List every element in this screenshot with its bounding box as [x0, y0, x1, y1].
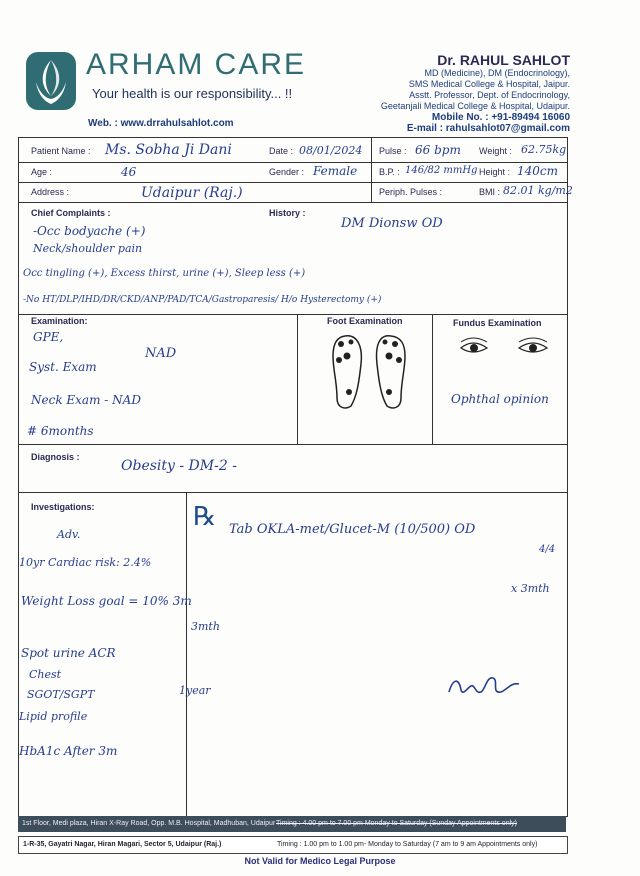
examination-label: Examination:: [31, 316, 88, 326]
bp-label: B.P. :: [379, 167, 400, 177]
pulse-label: Pulse :: [379, 146, 407, 156]
fundus-value: Ophthal opinion: [451, 392, 549, 406]
foot-icon: [325, 330, 415, 417]
pulse-value: 66 bpm: [415, 143, 461, 157]
rx-dose: 4/4: [539, 544, 556, 555]
doctor-line: MD (Medicine), DM (Endocrinology),: [424, 68, 570, 78]
date-label: Date :: [269, 146, 294, 156]
rx-line: Tab OKLA-met/Glucet-M (10/500) OD: [229, 522, 476, 537]
exam-line: Neck Exam - NAD: [31, 393, 141, 407]
gender-value: Female: [313, 164, 358, 178]
weight-label: Weight :: [479, 146, 512, 156]
age-value: 46: [121, 165, 137, 179]
history-value: DM Dionsw OD: [341, 216, 443, 231]
age-label: Age :: [31, 167, 53, 177]
prescription-form: [18, 137, 573, 817]
investigations-label: Investigations:: [31, 502, 95, 512]
bp-value: 146/82 mmHg: [405, 165, 478, 176]
clinic-website: Web. : www.drrahulsahlot.com: [88, 118, 234, 129]
investigation-line: Lipid profile: [19, 710, 88, 723]
diagnosis-label: Diagnosis :: [31, 452, 80, 462]
date-value: 08/01/2024: [299, 144, 363, 157]
foot-exam-label: Foot Examination: [327, 316, 403, 326]
patient-name-label: Patient Name :: [31, 146, 91, 156]
rx-symbol: ℞: [193, 502, 217, 532]
investigation-note: 1year: [179, 684, 211, 697]
chief-complaints-label: Chief Complaints :: [31, 208, 111, 218]
exam-line: # 6months: [27, 424, 94, 438]
bmi-label: BMI :: [479, 187, 501, 197]
bmi-value: 82.01 kg/m2: [503, 184, 573, 197]
eyes-icon: [459, 336, 549, 363]
complaint-line: -No HT/DLP/IHD/DR/CKD/ANP/PAD/TCA/Gastroparesis/ H/o Hysterectomy (+): [23, 295, 382, 305]
footer-address-primary: [18, 816, 566, 832]
address-label: Address :: [31, 187, 70, 197]
gender-label: Gender :: [269, 167, 305, 177]
address-value: Udaipur (Raj.): [141, 185, 243, 201]
investigation-line: SGOT/SGPT: [27, 688, 95, 701]
investigation-line: Spot urine ACR: [21, 646, 116, 660]
investigation-line: HbA1c After 3m: [19, 744, 118, 758]
legal-notice: Not Valid for Medico Legal Purpose: [244, 856, 396, 866]
investigation-line: Weight Loss goal = 10% 3m: [21, 594, 192, 608]
periph-pulses-label: Periph. Pulses :: [379, 187, 443, 197]
exam-nad: NAD: [145, 346, 177, 361]
doctor-signature: [445, 666, 525, 707]
doctor-line: SMS Medical College & Hospital, Jaipur.: [408, 79, 570, 89]
investigation-line: Adv.: [57, 528, 81, 541]
footer-address-2: 1-R-35, Gayatri Nagar, Hiran Magari, Sector 5, Udaipur (Raj.): [23, 841, 222, 848]
exam-line: GPE,: [33, 330, 64, 344]
footer-timing-1: Timing : 4.00 pm to 7.00 pm Monday to Saturday (Sunday Appointments only): [276, 820, 517, 827]
complaint-line: Occ tingling (+), Excess thirst, urine (+), Sleep less (+): [23, 268, 306, 279]
height-value: 140cm: [517, 164, 559, 178]
doctor-name: Dr. RAHUL SAHLOT: [437, 52, 570, 68]
doctor-info: [381, 52, 570, 134]
doctor-mobile: Mobile No. : +91-89494 16060: [431, 112, 570, 123]
weight-value: 62.75kg: [521, 143, 567, 156]
complaint-line: Neck/shoulder pain: [33, 242, 143, 255]
complaint-line: -Occ bodyache (+): [33, 224, 146, 238]
doctor-line: Asstt. Professor, Dept. of Endocrinology,: [409, 90, 570, 100]
exam-line: Syst. Exam: [29, 360, 97, 374]
investigation-note: 3mth: [191, 620, 220, 633]
clinic-brand: ARHAM CARE: [86, 48, 307, 81]
investigation-line: Chest: [29, 668, 62, 681]
fundus-exam-label: Fundus Examination: [453, 318, 542, 328]
patient-name-value: Ms. Sobha Ji Dani: [105, 142, 232, 158]
investigation-line: 10yr Cardiac risk: 2.4%: [19, 556, 152, 569]
footer-address-secondary: [18, 836, 568, 854]
clinic-tagline: Your health is our responsibility... !!: [92, 86, 293, 101]
diagnosis-value: Obesity - DM-2 -: [121, 458, 237, 474]
doctor-line: Geetanjali Medical College & Hospital, Udaipur.: [380, 101, 570, 111]
footer-timing-2: Timing : 1.00 pm to 1.00 pm- Monday to Saturday (7 am to 9 am Appointments only): [277, 841, 538, 848]
doctor-email: E-mail : rahulsahlot07@gmail.com: [406, 123, 570, 134]
clinic-logo: [26, 52, 76, 110]
history-label: History :: [269, 208, 306, 218]
height-label: Height :: [479, 167, 511, 177]
rx-duration: x 3mth: [511, 582, 550, 595]
footer-address-1: 1st Floor, Medi plaza, Hiran X-Ray Road, Opp. M.B. Hospital, Madhuban, Udaipur: [22, 820, 276, 827]
